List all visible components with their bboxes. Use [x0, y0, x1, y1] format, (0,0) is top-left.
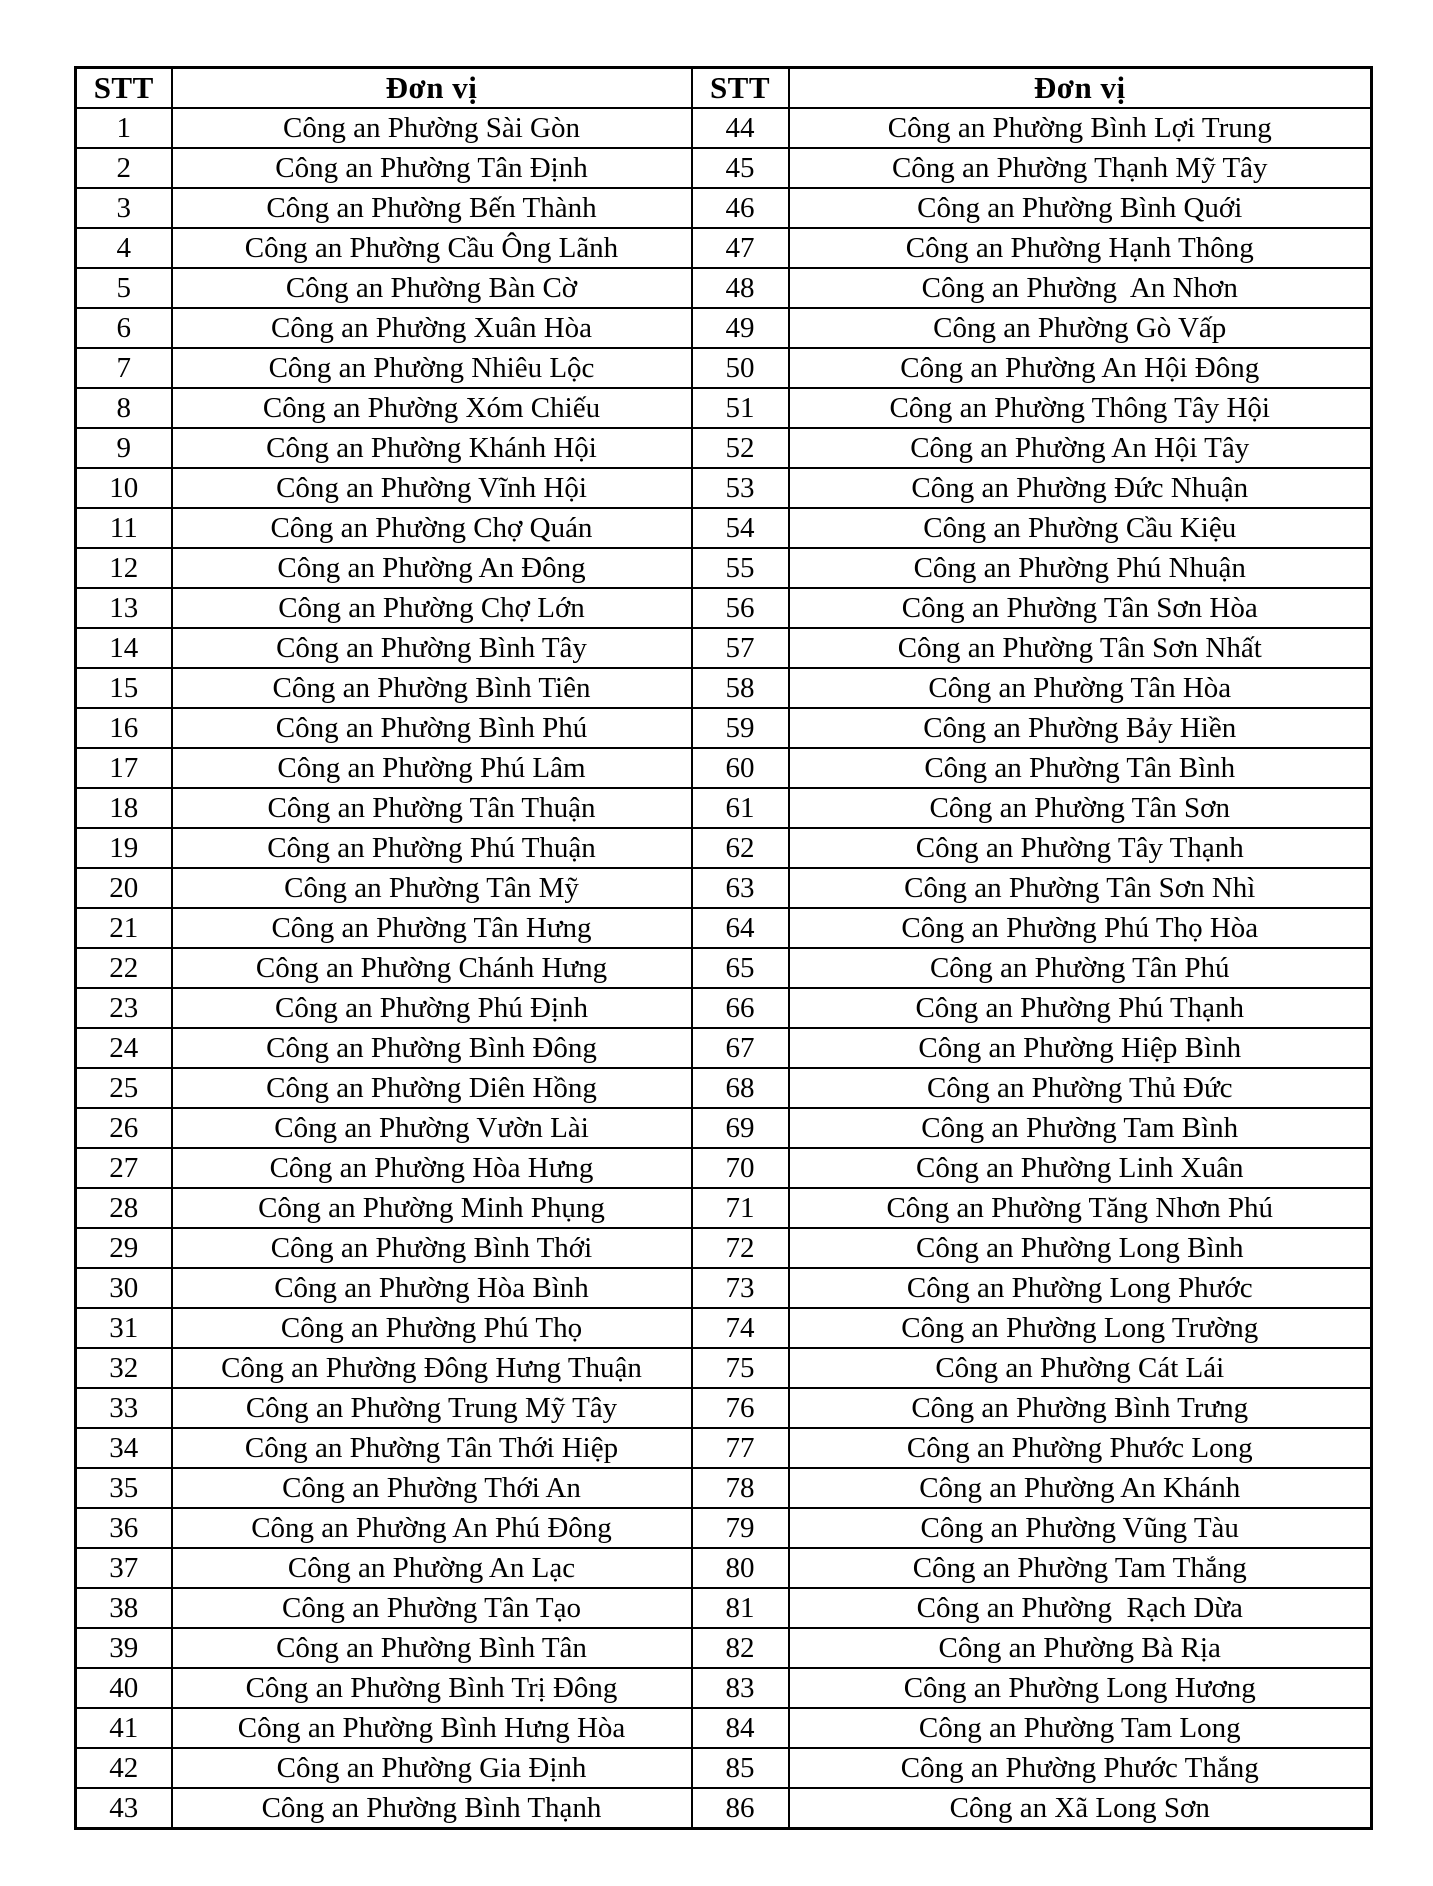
stt-cell: 51 [692, 388, 789, 428]
stt-cell: 77 [692, 1428, 789, 1468]
unit-cell: Công an Phường Phú Thuận [172, 828, 692, 868]
stt-cell: 45 [692, 148, 789, 188]
unit-cell: Công an Phường Phú Thạnh [789, 988, 1372, 1028]
table-row [76, 1108, 1372, 1148]
table-row [76, 1308, 1372, 1348]
table-row [76, 308, 1372, 348]
unit-cell: Công an Phường Minh Phụng [172, 1188, 692, 1228]
stt-cell: 32 [76, 1348, 172, 1388]
unit-cell: Công an Phường Cầu Kiệu [789, 508, 1372, 548]
table-row [76, 508, 1372, 548]
unit-cell: Công an Phường Bình Thới [172, 1228, 692, 1268]
stt-cell: 21 [76, 908, 172, 948]
unit-cell: Công an Phường Tân Sơn Nhì [789, 868, 1372, 908]
unit-cell: Công an Phường An Đông [172, 548, 692, 588]
stt-cell: 49 [692, 308, 789, 348]
unit-cell: Công an Phường Chợ Lớn [172, 588, 692, 628]
stt-cell: 40 [76, 1668, 172, 1708]
table-row [76, 1588, 1372, 1628]
unit-cell: Công an Phường Tân Sơn Nhất [789, 628, 1372, 668]
table-row [76, 1068, 1372, 1108]
unit-cell: Công an Phường Hòa Hưng [172, 1148, 692, 1188]
table-row [76, 1348, 1372, 1388]
unit-cell: Công an Phường Tân Thuận [172, 788, 692, 828]
unit-cell: Công an Phường Bến Thành [172, 188, 692, 228]
stt-cell: 41 [76, 1708, 172, 1748]
unit-cell: Công an Phường An Phú Đông [172, 1508, 692, 1548]
stt-cell: 69 [692, 1108, 789, 1148]
table-row [76, 1428, 1372, 1468]
table-row [76, 908, 1372, 948]
table-row [76, 1268, 1372, 1308]
stt-cell: 27 [76, 1148, 172, 1188]
table-row [76, 1748, 1372, 1788]
stt-cell: 58 [692, 668, 789, 708]
stt-cell: 81 [692, 1588, 789, 1628]
unit-cell: Công an Phường Cát Lái [789, 1348, 1372, 1388]
unit-cell: Công an Phường Vĩnh Hội [172, 468, 692, 508]
stt-cell: 65 [692, 948, 789, 988]
stt-cell: 60 [692, 748, 789, 788]
table-row [76, 668, 1372, 708]
stt-cell: 13 [76, 588, 172, 628]
stt-cell: 2 [76, 148, 172, 188]
table-row [76, 1548, 1372, 1588]
unit-cell: Công an Phường Bình Trị Đông [172, 1668, 692, 1708]
unit-cell: Công an Phường Tân Hưng [172, 908, 692, 948]
stt-cell: 52 [692, 428, 789, 468]
stt-cell: 71 [692, 1188, 789, 1228]
table-row [76, 1668, 1372, 1708]
table-row [76, 1468, 1372, 1508]
unit-cell: Công an Phường Hiệp Bình [789, 1028, 1372, 1068]
unit-cell: Công an Phường Bình Lợi Trung [789, 108, 1372, 148]
stt-cell: 84 [692, 1708, 789, 1748]
stt-cell: 23 [76, 988, 172, 1028]
table-row [76, 348, 1372, 388]
table-row [76, 988, 1372, 1028]
table-row [76, 628, 1372, 668]
column-header-unit-right: Đơn vị [789, 68, 1372, 109]
unit-cell: Công an Phường Long Bình [789, 1228, 1372, 1268]
unit-cell: Công an Phường Tăng Nhơn Phú [789, 1188, 1372, 1228]
stt-cell: 36 [76, 1508, 172, 1548]
table-row [76, 148, 1372, 188]
unit-cell: Công an Phường Bình Quới [789, 188, 1372, 228]
table-row [76, 268, 1372, 308]
unit-cell: Công an Phường Xóm Chiếu [172, 388, 692, 428]
unit-cell: Công an Phường Bà Rịa [789, 1628, 1372, 1668]
stt-cell: 38 [76, 1588, 172, 1628]
unit-cell: Công an Phường Cầu Ông Lãnh [172, 228, 692, 268]
stt-cell: 80 [692, 1548, 789, 1588]
unit-cell: Công an Phường Tân Định [172, 148, 692, 188]
table-row [76, 788, 1372, 828]
unit-cell: Công an Phường An Hội Đông [789, 348, 1372, 388]
table-row [76, 548, 1372, 588]
unit-cell: Công an Phường Bình Đông [172, 1028, 692, 1068]
table-header [76, 68, 1372, 109]
stt-cell: 66 [692, 988, 789, 1028]
stt-cell: 44 [692, 108, 789, 148]
unit-cell: Công an Phường Bình Hưng Hòa [172, 1708, 692, 1748]
unit-cell: Công an Phường Vườn Lài [172, 1108, 692, 1148]
unit-cell: Công an Phường Phước Long [789, 1428, 1372, 1468]
unit-cell: Công an Phường Tân Tạo [172, 1588, 692, 1628]
stt-cell: 30 [76, 1268, 172, 1308]
stt-cell: 85 [692, 1748, 789, 1788]
table-row [76, 188, 1372, 228]
unit-cell: Công an Phường Long Trường [789, 1308, 1372, 1348]
stt-cell: 54 [692, 508, 789, 548]
stt-cell: 55 [692, 548, 789, 588]
stt-cell: 68 [692, 1068, 789, 1108]
stt-cell: 34 [76, 1428, 172, 1468]
unit-cell: Công an Phường Bình Thạnh [172, 1788, 692, 1829]
table-row [76, 948, 1372, 988]
unit-cell: Công an Phường Diên Hồng [172, 1068, 692, 1108]
unit-cell: Công an Phường Long Hương [789, 1668, 1372, 1708]
table-row [76, 468, 1372, 508]
unit-cell: Công an Phường Nhiêu Lộc [172, 348, 692, 388]
unit-cell: Công an Xã Long Sơn [789, 1788, 1372, 1829]
table-row [76, 428, 1372, 468]
table-row [76, 828, 1372, 868]
stt-cell: 18 [76, 788, 172, 828]
unit-cell: Công an Phường Đức Nhuận [789, 468, 1372, 508]
column-header-stt-right: STT [692, 68, 789, 109]
unit-cell: Công an Phường Vũng Tàu [789, 1508, 1372, 1548]
table-row [76, 228, 1372, 268]
stt-cell: 64 [692, 908, 789, 948]
stt-cell: 70 [692, 1148, 789, 1188]
unit-cell: Công an Phường An Khánh [789, 1468, 1372, 1508]
unit-cell: Công an Phường Hòa Bình [172, 1268, 692, 1308]
stt-cell: 3 [76, 188, 172, 228]
units-table [74, 66, 1373, 1830]
stt-cell: 29 [76, 1228, 172, 1268]
stt-cell: 4 [76, 228, 172, 268]
table-row [76, 588, 1372, 628]
table-row [76, 1148, 1372, 1188]
unit-cell: Công an Phường Bình Tây [172, 628, 692, 668]
stt-cell: 46 [692, 188, 789, 228]
unit-cell: Công an Phường Gia Định [172, 1748, 692, 1788]
stt-cell: 74 [692, 1308, 789, 1348]
stt-cell: 43 [76, 1788, 172, 1829]
stt-cell: 86 [692, 1788, 789, 1829]
stt-cell: 10 [76, 468, 172, 508]
unit-cell: Công an Phường Tam Long [789, 1708, 1372, 1748]
stt-cell: 28 [76, 1188, 172, 1228]
unit-cell: Công an Phường Phú Định [172, 988, 692, 1028]
table-row [76, 1628, 1372, 1668]
unit-cell: Công an Phường Bảy Hiền [789, 708, 1372, 748]
unit-cell: Công an Phường Sài Gòn [172, 108, 692, 148]
unit-cell: Công an Phường Tân Bình [789, 748, 1372, 788]
table-row [76, 1188, 1372, 1228]
stt-cell: 47 [692, 228, 789, 268]
stt-cell: 16 [76, 708, 172, 748]
unit-cell: Công an Phường Chánh Hưng [172, 948, 692, 988]
stt-cell: 82 [692, 1628, 789, 1668]
unit-cell: Công an Phường An Nhơn [789, 268, 1372, 308]
stt-cell: 53 [692, 468, 789, 508]
stt-cell: 50 [692, 348, 789, 388]
stt-cell: 1 [76, 108, 172, 148]
stt-cell: 63 [692, 868, 789, 908]
units-table-body [76, 108, 1372, 1829]
stt-cell: 26 [76, 1108, 172, 1148]
unit-cell: Công an Phường Thông Tây Hội [789, 388, 1372, 428]
unit-cell: Công an Phường Tây Thạnh [789, 828, 1372, 868]
table-row [76, 748, 1372, 788]
unit-cell: Công an Phường Bình Tiên [172, 668, 692, 708]
unit-cell: Công an Phường Bình Trưng [789, 1388, 1372, 1428]
unit-cell: Công an Phường Xuân Hòa [172, 308, 692, 348]
table-row [76, 1228, 1372, 1268]
header-row [76, 68, 1372, 109]
stt-cell: 59 [692, 708, 789, 748]
stt-cell: 7 [76, 348, 172, 388]
unit-cell: Công an Phường Đông Hưng Thuận [172, 1348, 692, 1388]
table-row [76, 1708, 1372, 1748]
stt-cell: 17 [76, 748, 172, 788]
unit-cell: Công an Phường Tân Phú [789, 948, 1372, 988]
stt-cell: 61 [692, 788, 789, 828]
stt-cell: 57 [692, 628, 789, 668]
table-row [76, 1028, 1372, 1068]
table-row [76, 1508, 1372, 1548]
table-row [76, 868, 1372, 908]
unit-cell: Công an Phường Hạnh Thông [789, 228, 1372, 268]
stt-cell: 31 [76, 1308, 172, 1348]
stt-cell: 75 [692, 1348, 789, 1388]
stt-cell: 11 [76, 508, 172, 548]
stt-cell: 67 [692, 1028, 789, 1068]
unit-cell: Công an Phường Trung Mỹ Tây [172, 1388, 692, 1428]
unit-cell: Công an Phường Phú Lâm [172, 748, 692, 788]
unit-cell: Công an Phường Long Phước [789, 1268, 1372, 1308]
unit-cell: Công an Phường Tân Hòa [789, 668, 1372, 708]
table-row [76, 1788, 1372, 1829]
stt-cell: 39 [76, 1628, 172, 1668]
stt-cell: 9 [76, 428, 172, 468]
unit-cell: Công an Phường Phú Thọ [172, 1308, 692, 1348]
unit-cell: Công an Phường Tam Thắng [789, 1548, 1372, 1588]
unit-cell: Công an Phường An Hội Tây [789, 428, 1372, 468]
unit-cell: Công an Phường Tân Mỹ [172, 868, 692, 908]
unit-cell: Công an Phường Khánh Hội [172, 428, 692, 468]
unit-cell: Công an Phường Bình Tân [172, 1628, 692, 1668]
table-row [76, 1388, 1372, 1428]
stt-cell: 83 [692, 1668, 789, 1708]
unit-cell: Công an Phường Bình Phú [172, 708, 692, 748]
stt-cell: 14 [76, 628, 172, 668]
unit-cell: Công an Phường Tân Sơn [789, 788, 1372, 828]
stt-cell: 33 [76, 1388, 172, 1428]
stt-cell: 79 [692, 1508, 789, 1548]
table-row [76, 108, 1372, 148]
stt-cell: 56 [692, 588, 789, 628]
unit-cell: Công an Phường Thủ Đức [789, 1068, 1372, 1108]
stt-cell: 48 [692, 268, 789, 308]
unit-cell: Công an Phường Tân Thới Hiệp [172, 1428, 692, 1468]
unit-cell: Công an Phường An Lạc [172, 1548, 692, 1588]
unit-cell: Công an Phường Tân Sơn Hòa [789, 588, 1372, 628]
stt-cell: 24 [76, 1028, 172, 1068]
stt-cell: 78 [692, 1468, 789, 1508]
stt-cell: 12 [76, 548, 172, 588]
stt-cell: 35 [76, 1468, 172, 1508]
stt-cell: 72 [692, 1228, 789, 1268]
unit-cell: Công an Phường Thới An [172, 1468, 692, 1508]
stt-cell: 6 [76, 308, 172, 348]
unit-cell: Công an Phường Phú Nhuận [789, 548, 1372, 588]
unit-cell: Công an Phường Tam Bình [789, 1108, 1372, 1148]
stt-cell: 19 [76, 828, 172, 868]
stt-cell: 62 [692, 828, 789, 868]
stt-cell: 25 [76, 1068, 172, 1108]
stt-cell: 15 [76, 668, 172, 708]
stt-cell: 20 [76, 868, 172, 908]
stt-cell: 73 [692, 1268, 789, 1308]
stt-cell: 5 [76, 268, 172, 308]
column-header-unit-left: Đơn vị [172, 68, 692, 109]
unit-cell: Công an Phường Rạch Dừa [789, 1588, 1372, 1628]
stt-cell: 22 [76, 948, 172, 988]
stt-cell: 8 [76, 388, 172, 428]
column-header-stt-left: STT [76, 68, 172, 109]
unit-cell: Công an Phường Gò Vấp [789, 308, 1372, 348]
unit-cell: Công an Phường Phước Thắng [789, 1748, 1372, 1788]
table-row [76, 708, 1372, 748]
unit-cell: Công an Phường Chợ Quán [172, 508, 692, 548]
table-row [76, 388, 1372, 428]
unit-cell: Công an Phường Phú Thọ Hòa [789, 908, 1372, 948]
stt-cell: 76 [692, 1388, 789, 1428]
stt-cell: 42 [76, 1748, 172, 1788]
stt-cell: 37 [76, 1548, 172, 1588]
unit-cell: Công an Phường Thạnh Mỹ Tây [789, 148, 1372, 188]
unit-cell: Công an Phường Linh Xuân [789, 1148, 1372, 1188]
unit-cell: Công an Phường Bàn Cờ [172, 268, 692, 308]
